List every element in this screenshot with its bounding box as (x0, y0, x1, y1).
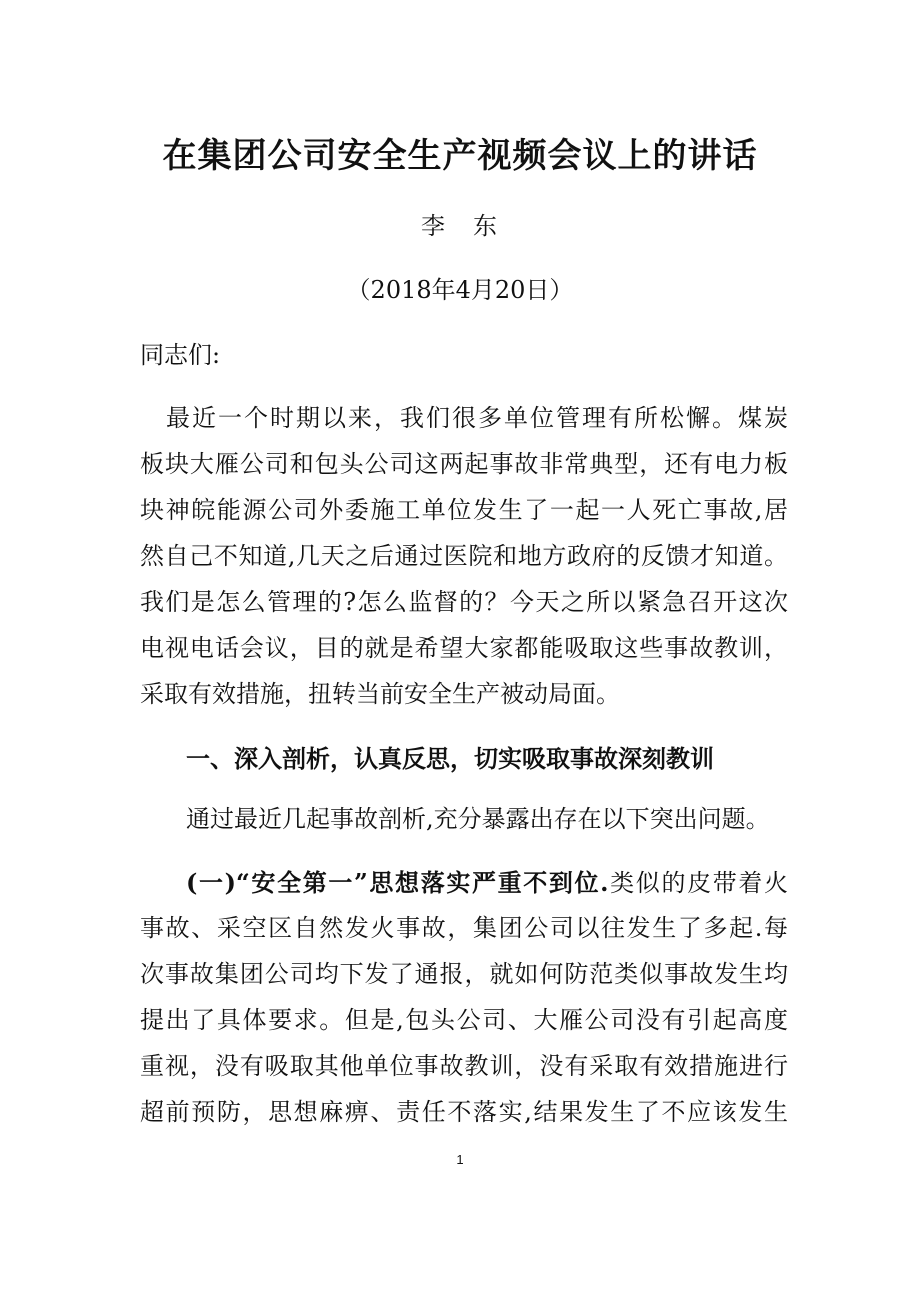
paragraph-line: 次事故集团公司均下发了通报，就如何防范类似事故发生均 (140, 960, 788, 988)
paragraph-line: 重视，没有吸取其他单位事故教训，没有采取有效措施进行 (140, 1052, 788, 1080)
subsection-first-line (186, 866, 788, 900)
paragraph-line: 然自己不知道,几天之后通过医院和地方政府的反馈才知道。 (140, 542, 788, 570)
paragraph-line: 超前预防，思想麻痹、责任不落实,结果发生了不应该发生 (140, 1098, 788, 1126)
salutation: 同志们: (140, 341, 221, 369)
subsection-text: 类似的皮带着火 (608, 869, 788, 897)
paragraph-line: 电视电话会议，目的就是希望大家都能吸取这些事故教训， (140, 634, 788, 662)
paragraph-line: 采取有效措施，扭转当前安全生产被动局面。 (140, 680, 620, 708)
document-title: 在集团公司安全生产视频会议上的讲话 (162, 136, 758, 176)
author-name: 李 东 (421, 212, 499, 240)
paragraph-line: 提出了具体要求。但是,包头公司、大雁公司没有引起高度 (140, 1006, 788, 1034)
section-heading: 一、深入剖析，认真反思，切实吸取事故深刻教训 (186, 744, 714, 773)
speech-date: （2018年4月20日） (346, 276, 574, 304)
paragraph-line: 块神皖能源公司外委施工单位发生了一起一人死亡事故,居 (140, 496, 788, 524)
paragraph-line: 事故、采空区自然发火事故，集团公司以往发生了多起.每 (140, 914, 788, 942)
paragraph-line: 板块大雁公司和包头公司这两起事故非常典型，还有电力板 (140, 450, 788, 478)
paragraph-line: 我们是怎么管理的?怎么监督的？今天之所以紧急召开这次 (140, 588, 788, 616)
paragraph-line: 通过最近几起事故剖析,充分暴露出存在以下突出问题。 (186, 805, 770, 833)
paragraph-line: 最近一个时期以来，我们很多单位管理有所松懈。煤炭 (140, 404, 788, 432)
page-number: 1 (456, 1152, 464, 1167)
subsection-heading: (一)“安全第一”思想落实严重不到位. (186, 868, 609, 897)
